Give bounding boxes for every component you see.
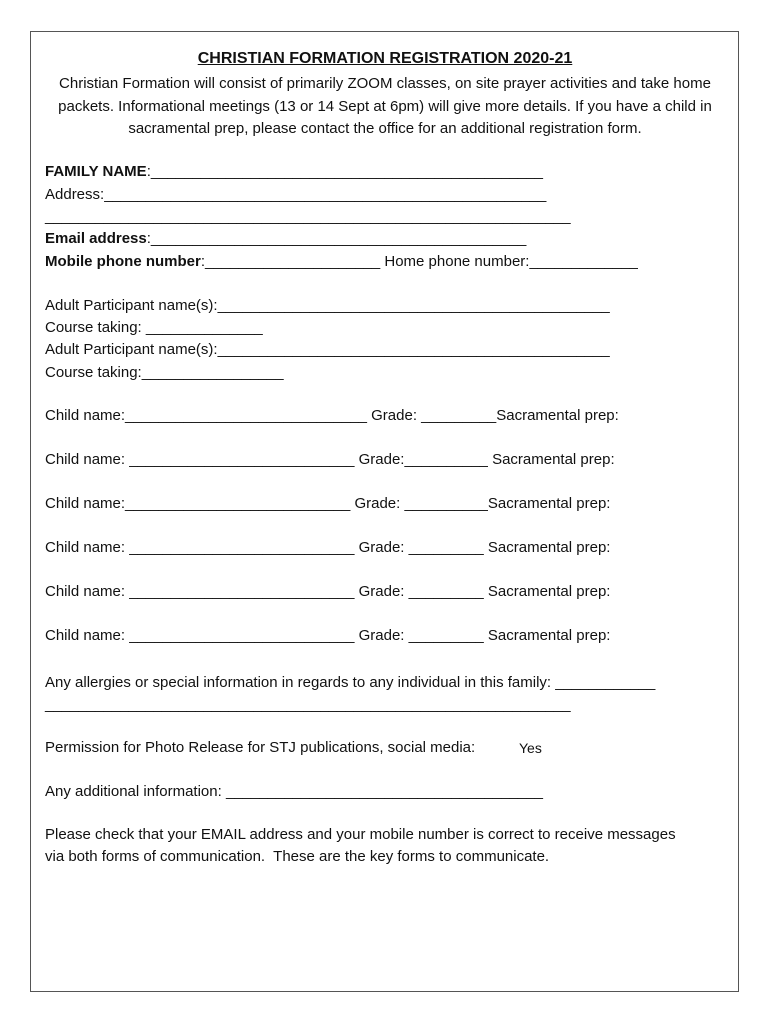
email-field[interactable]: :_____________________________________________ — [146, 230, 527, 247]
child-row-6[interactable]: Child name: ___________________________ Grade: _________ Sacramental prep: — [45, 627, 611, 644]
address-field-line2[interactable]: _______________________________________________________________ — [45, 208, 571, 225]
address-field[interactable]: Address:_____________________________________________________ — [45, 186, 547, 203]
child-row-5[interactable]: Child name: ___________________________ Grade: _________ Sacramental prep: — [45, 583, 611, 600]
form-title: CHRISTIAN FORMATION REGISTRATION 2020-21 — [197, 50, 573, 67]
adult-participant-1-field[interactable]: Adult Participant name(s):_______________________________________________ — [45, 297, 610, 314]
child-row-4[interactable]: Child name: ___________________________ Grade: _________ Sacramental prep: — [45, 539, 611, 556]
adult-course-1-field[interactable]: Course taking: ______________ — [45, 319, 263, 336]
family-name-field[interactable]: :_______________________________________________ — [146, 163, 543, 180]
email-row — [45, 229, 526, 249]
adult-participant-2-field[interactable]: Adult Participant name(s):_______________________________________________ — [45, 341, 610, 358]
allergies-field[interactable]: Any allergies or special information in regards to any individual in this family: ____________ — [45, 674, 656, 691]
allergies-field-line2[interactable]: _______________________________________________________________ — [45, 696, 571, 713]
photo-release-value[interactable]: Yes — [519, 740, 542, 756]
family-name-label: FAMILY NAME — [45, 163, 147, 180]
closing-note-line1: Please check that your EMAIL address and your mobile number is correct to receive messages — [45, 826, 676, 843]
phone-fields[interactable]: :_____________________ Home phone number:_____________ — [200, 253, 638, 270]
form-intro: Christian Formation will consist of primarily ZOOM classes, on site prayer activities and take home packets. Informational meetings (13 or 14 Sept at 6pm) will give more details. If you have a child in sacramental prep, please contact the office for an additional registration form. — [58, 75, 712, 137]
email-label: Email address — [45, 230, 147, 247]
child-row-1[interactable]: Child name:_____________________________ Grade: _________Sacramental prep: — [45, 407, 619, 424]
additional-info-field[interactable]: Any additional information: ______________________________________ — [45, 783, 543, 800]
phone-row — [45, 252, 638, 272]
photo-release-label: Permission for Photo Release for STJ publications, social media: — [45, 739, 476, 756]
closing-note-line2: via both forms of communication. These are the key forms to communicate. — [45, 848, 550, 865]
mobile-label: Mobile phone number — [45, 253, 201, 270]
child-row-2[interactable]: Child name: ___________________________ Grade:__________ Sacramental prep: — [45, 451, 615, 468]
adult-course-2-field[interactable]: Course taking:_________________ — [45, 364, 284, 381]
family-name-row — [45, 162, 543, 182]
child-row-3[interactable]: Child name:___________________________ Grade: __________Sacramental prep: — [45, 495, 611, 512]
